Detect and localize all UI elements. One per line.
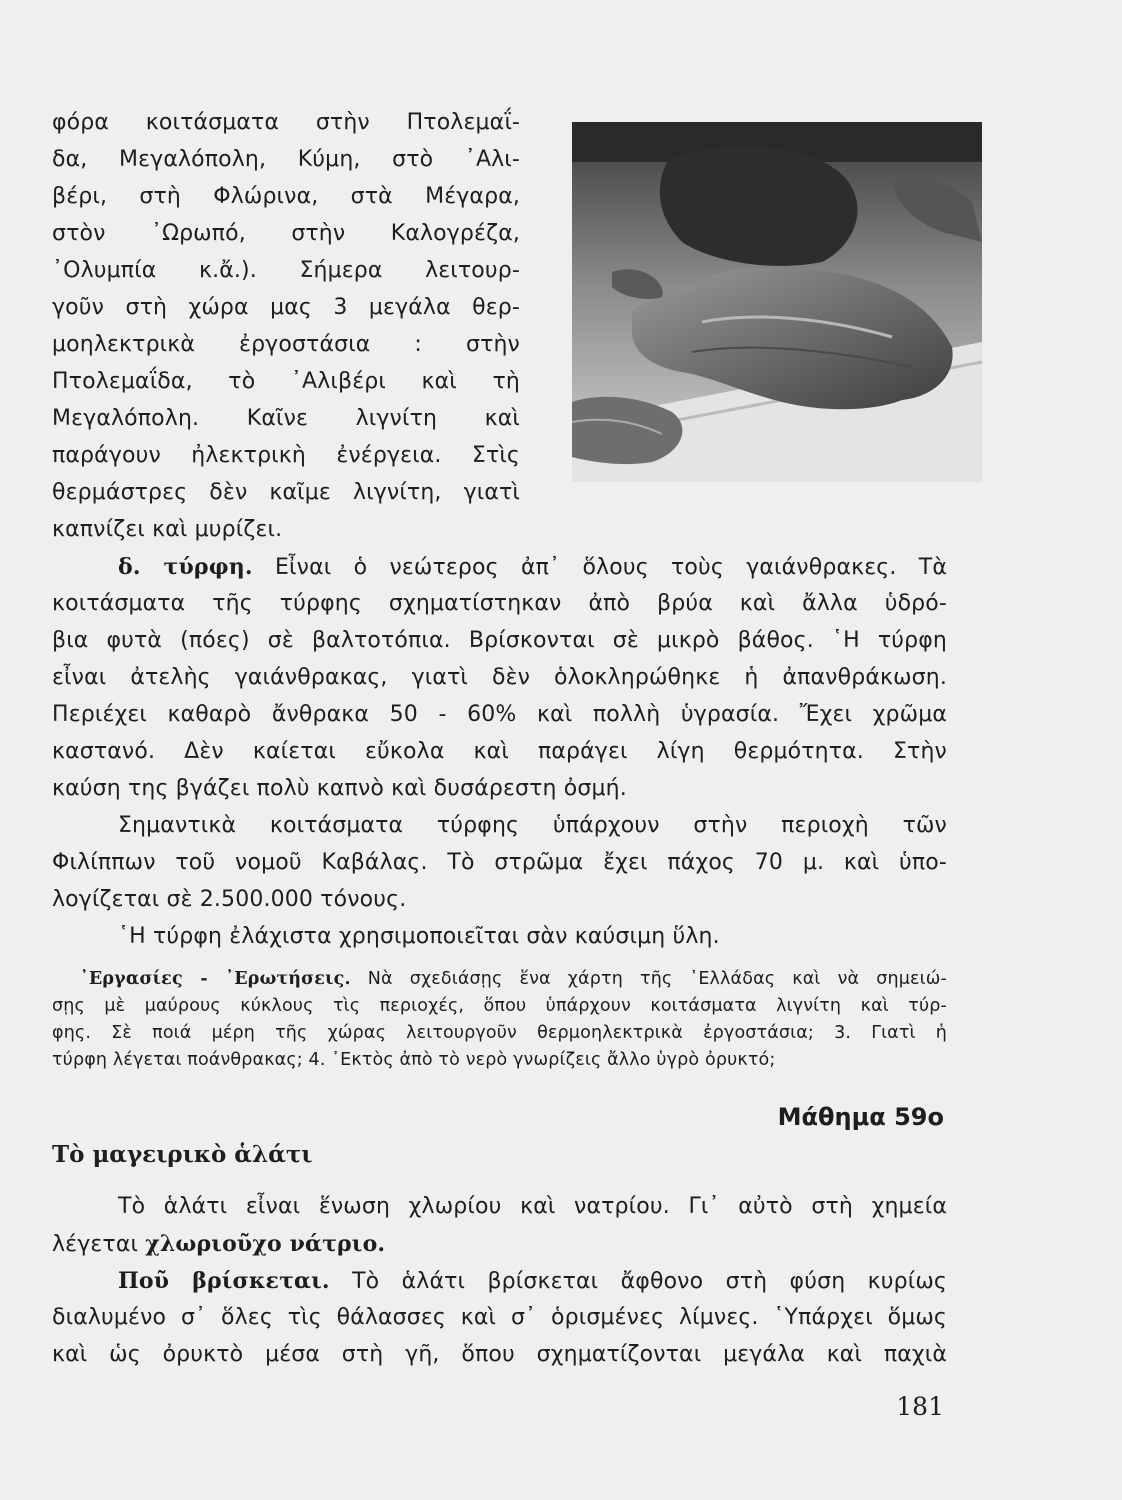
text-line: κοιτάσματα τῆς τύρφης σχηματίστηκαν ἀπὸ βρύα καὶ ἄλλα ὑδρό- <box>52 591 947 616</box>
text-line: βέρι, στὴ Φλώρινα, στὰ Μέγαρα, <box>52 184 520 209</box>
text-line: ᾿Ολυμπία κ.ἄ.). Σήμερα λειτουρ- <box>52 258 520 283</box>
text-line: δα, Μεγαλόπολη, Κύμη, στὸ ᾿Αλι- <box>52 147 520 172</box>
exercises-first-line-text: Νὰ σχεδιάσῃς ἕνα χάρτη τῆς ῾Ελλάδας καὶ νὰ σημειώ- <box>350 969 947 989</box>
text-line: λογίζεται σὲ 2.500.000 τόνους. <box>52 887 407 912</box>
text-line: φης. Σὲ ποιά μέρη τῆς χώρας λειτουργοῦν θερμοηλεκτρικὰ ἐργοστάσια; 3. Γιατὶ ἡ <box>52 1023 947 1043</box>
text-line: Μεγαλόπολη. Καῖνε λιγνίτη καὶ <box>52 406 520 431</box>
text-line: Πτολεμαΐδα, τὸ ᾿Αλιβέρι καὶ τὴ <box>52 369 520 394</box>
where-first-line-text: Τὸ ἁλάτι βρίσκεται ἄφθονο στὴ φύση κυρίως <box>329 1269 947 1294</box>
text-line: διαλυμένο σ᾿ ὅλες τὶς θάλασσες καὶ σ᾿ ὁρισμένες λίμνες. ῾Υπάρχει ὅμως <box>52 1305 947 1330</box>
text-line: Φιλίππων τοῦ νομοῦ Καβάλας. Τὸ στρῶμα ἔχει πάχος 70 μ. καὶ ὑπο- <box>52 850 947 875</box>
intro-line2-text: λέγεται <box>52 1232 146 1257</box>
peat-first-line-text: Εἶναι ὁ νεώτερος ἀπ᾿ ὅλους τοὺς γαιάνθρακες. Τὰ <box>252 555 947 580</box>
text-line: γοῦν στὴ χώρα μας 3 μεγάλα θερ- <box>52 295 520 320</box>
text-line: φόρα κοιτάσματα στὴν Πτολεμαΐ- <box>52 110 520 135</box>
text-line: καπνίζει καὶ μυρίζει. <box>52 517 283 542</box>
sodium-chloride-term: χλωριοῦχο νάτριο. <box>145 1231 386 1257</box>
lesson-number-heading: Μάθημα 59ο <box>777 1103 944 1131</box>
exercises-first-line <box>52 966 947 993</box>
text-line: Τὸ ἁλάτι εἶναι ἕνωση χλωρίου καὶ νατρίου. Γι᾿ αὐτὸ στὴ χημεία <box>118 1194 947 1219</box>
text-line: θερμάστρες δὲν καῖμε λιγνίτη, γιατὶ <box>52 480 520 505</box>
text-line: μοηλεκτρικὰ ἐργοστάσια : στὴν <box>52 332 520 357</box>
text-line: στὸν ᾿Ωρωπό, στὴν Καλογρέζα, <box>52 221 520 246</box>
text-line: βια φυτὰ (πόες) σὲ βαλτοτόπια. Βρίσκονται σὲ μικρὸ βάθος. ῾Η τύρφη <box>52 628 947 653</box>
text-line: Σημαντικὰ κοιτάσματα τύρφης ὑπάρχουν στὴν περιοχὴ τῶν <box>118 813 947 838</box>
exercises-label: ᾿Εργασίες - ᾿Ερωτήσεις. <box>80 969 351 989</box>
text-line: παράγουν ἠλεκτρικὴ ἐνέργεια. Στὶς <box>52 443 520 468</box>
peat-first-line <box>52 551 947 584</box>
peat-label: δ. τύρφη. <box>118 554 253 580</box>
lesson-title: Τὸ μαγειρικὸ ἁλάτι <box>52 1141 313 1168</box>
text-line: καὶ ὡς ὀρυκτὸ μέσα στὴ γῆ, ὅπου σχηματίζονται μεγάλα καὶ παχιὰ <box>52 1342 947 1367</box>
text-line <box>52 1228 385 1261</box>
text-line: καστανό. Δὲν καίεται εὔκολα καὶ παράγει λίγη θερμότητα. Στὴν <box>52 739 947 764</box>
text-line: καύση της βγάζει πολὺ καπνὸ καὶ δυσάρεστη ὀσμή. <box>52 776 627 801</box>
peat-specimen-photo <box>572 122 982 482</box>
where-first-line <box>52 1265 947 1298</box>
text-line: εἶναι ἀτελὴς γαιάνθρακας, γιατὶ δὲν ὁλοκληρώθηκε ἡ ἀπανθράκωση. <box>52 665 947 690</box>
text-line: Περιέχει καθαρὸ ἄνθρακα 50 - 60% καὶ πολλὴ ὑγρασία. Ἔχει χρῶμα <box>52 702 947 727</box>
where-label: Ποῦ βρίσκεται. <box>118 1268 330 1294</box>
text-line: σῃς μὲ μαύρους κύκλους τὶς περιοχές, ὅπου ὑπάρχουν κοιτάσματα λιγνίτη καὶ τύρ- <box>52 996 947 1016</box>
text-line: ῾Η τύρφη ἐλάχιστα χρησιμοποιεῖται σὰν καύσιμη ὕλη. <box>118 924 720 949</box>
text-line: τύρφη λέγεται ποάνθρακας; 4. ᾿Εκτὸς ἀπὸ τὸ νερὸ γνωρίζεις ἄλλο ὑγρὸ ὀρυκτό; <box>52 1050 776 1070</box>
page-number: 181 <box>896 1392 944 1421</box>
